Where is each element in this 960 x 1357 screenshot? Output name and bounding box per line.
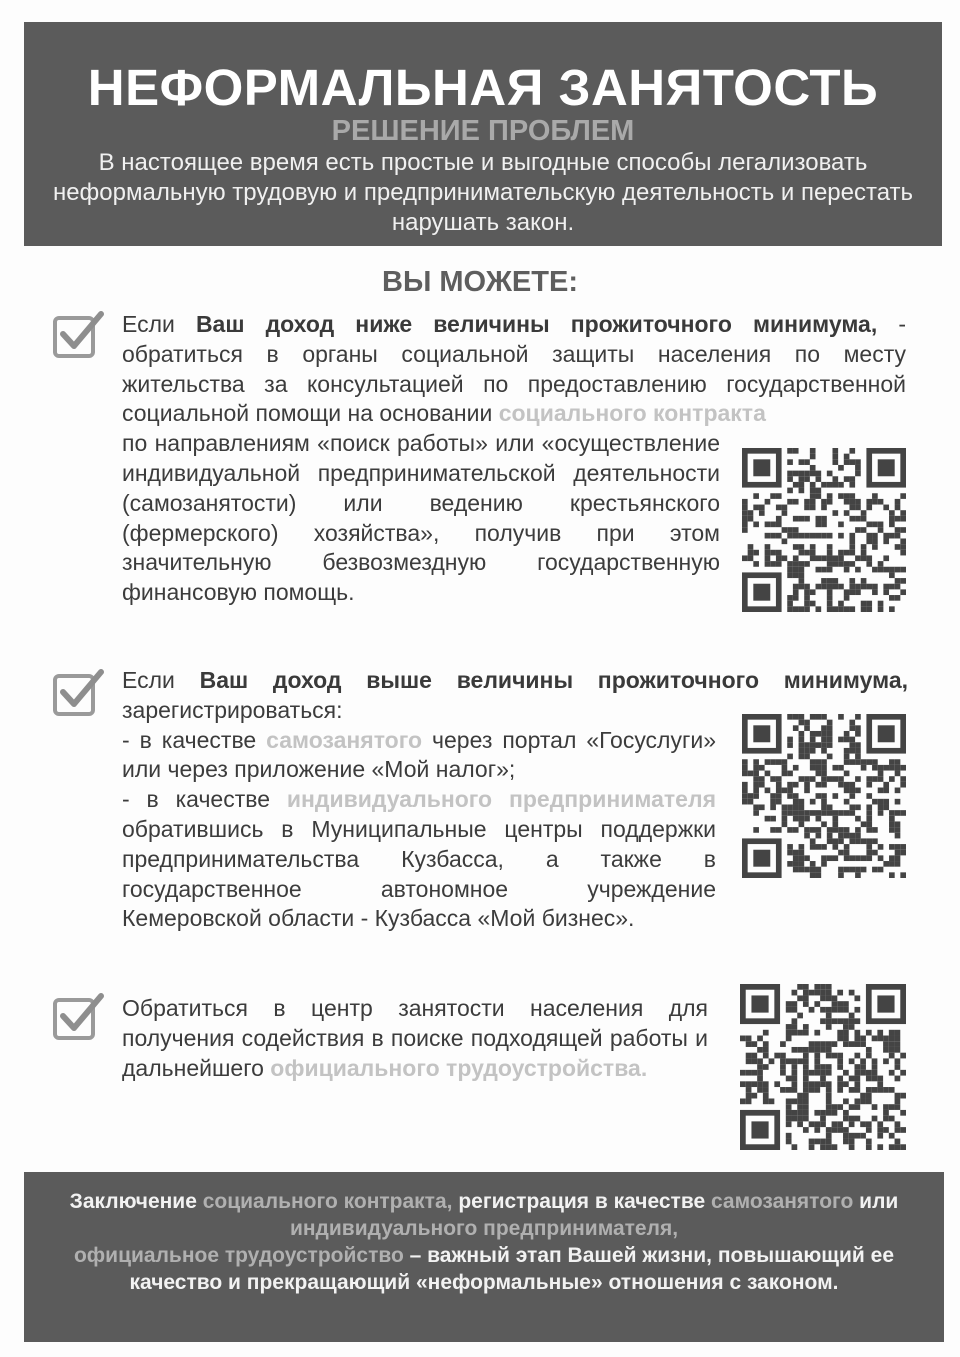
- checkbox-checked-icon: [52, 310, 104, 360]
- footer-part-3: или: [853, 1190, 899, 1213]
- bullet-2-prefix: - в качестве: [122, 786, 287, 813]
- footer-highlight-3: индивидуального предпринимателя,: [289, 1217, 679, 1240]
- qr-code-icon: [740, 984, 906, 1150]
- item-1-body: - обратиться в органы социальной защиты населения по месту жительства за консультацией по предоставлению государственной социальной помощи на основании: [122, 311, 906, 427]
- page-subtitle: РЕШЕНИЕ ПРОБЛЕМ: [331, 115, 635, 147]
- item-2-body: зарегистрироваться:: [122, 696, 343, 723]
- item-2-bullets: [122, 726, 716, 935]
- item-3-text: [122, 994, 708, 1083]
- item-3-highlight: официального трудоустройства.: [270, 1054, 648, 1081]
- qr-code-icon: [742, 448, 906, 612]
- footer-banner: [24, 1172, 944, 1342]
- item-1-condition: Ваш доход ниже величины прожиточного минимума,: [195, 311, 878, 337]
- header-banner: [24, 22, 942, 246]
- bullet-1-highlight: самозанятого: [266, 726, 423, 753]
- section-title: ВЫ МОЖЕТЕ:: [382, 266, 578, 298]
- footer-highlight-2: самозанятого: [710, 1190, 854, 1213]
- item-2-lead: Если: [122, 667, 200, 693]
- page-title: НЕФОРМАЛЬНАЯ ЗАНЯТОСТЬ: [87, 59, 879, 116]
- item-2-bullet-2: [122, 785, 716, 934]
- item-1-body-2: по направлениям «поиск работы» или «осуществление индивидуальной предпринимательской деятельности (самозанятости) или ведению крестьянского (фермерского) хозяйства», получив при этом значительную безвозмездную государственную финансовую помощь.: [122, 430, 720, 606]
- footer-text: [44, 1188, 924, 1296]
- bullet-2-body: обратившись в Муниципальные центры поддержки предпринимательства Кузбасса, а также в государственное автономное учреждение Кемеровской области - Кузбасса «Мой бизнес».: [122, 815, 716, 932]
- item-1-highlight: социального контракта: [498, 400, 766, 427]
- footer-highlight-1: социального контракта,: [202, 1190, 453, 1213]
- bullet-1-body: через портал «Госуслуги» или через приложение «Мой налог»;: [122, 726, 717, 783]
- item-1-lead: Если: [122, 311, 196, 337]
- qr-code-icon: [742, 714, 906, 878]
- item-2-bullet-1: [122, 726, 716, 786]
- item-2-condition: Ваш доход выше величины прожиточного минимума,: [199, 667, 908, 693]
- item-3-body: Обратиться в центр занятости населения для получения содействия в поиске подходящей работы и дальнейшего: [122, 995, 708, 1081]
- footer-part-4: – важный этап Вашей жизни, повышающий ее качество и прекращающий «неформальные» отношения с законом.: [129, 1244, 895, 1294]
- footer-part-2: регистрация в качестве: [452, 1190, 711, 1213]
- bullet-1-prefix: - в качестве: [122, 726, 267, 753]
- footer-highlight-4: официальное трудоустройство: [73, 1244, 404, 1267]
- intro-text: В настоящее время есть простые и выгодные способы легализовать неформальную трудовую и предпринимательскую деятельность и перестать нарушать закон.: [52, 149, 914, 236]
- bullet-2-highlight: индивидуального предпринимателя: [286, 786, 716, 813]
- checkbox-checked-icon: [52, 668, 104, 718]
- footer-part-1: Заключение: [69, 1190, 203, 1213]
- checkbox-checked-icon: [52, 992, 104, 1042]
